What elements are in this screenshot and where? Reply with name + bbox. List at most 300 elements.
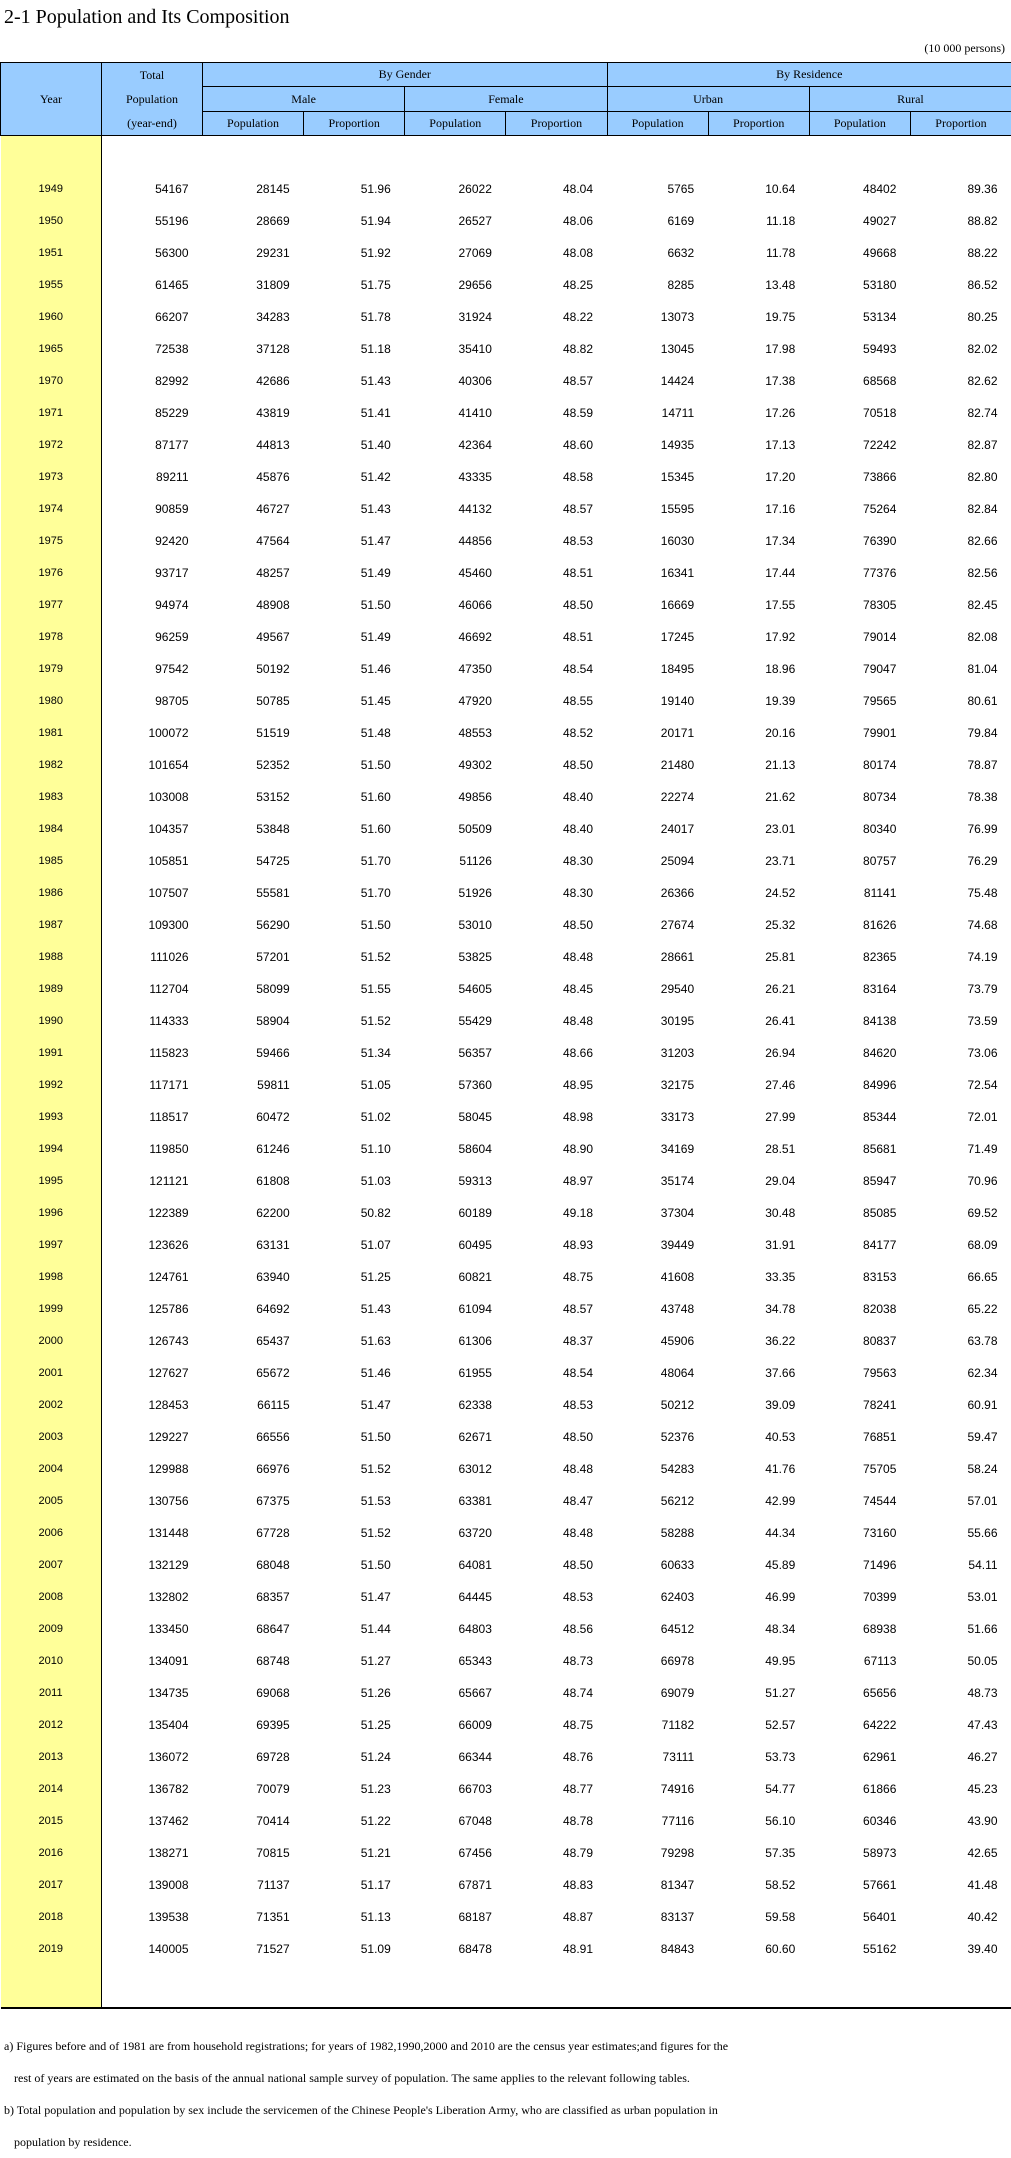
cell-year: 1992	[1, 1069, 102, 1101]
cell-year: 1997	[1, 1229, 102, 1261]
cell-female-proportion: 48.40	[506, 781, 607, 813]
cell-male-proportion: 51.25	[304, 1261, 405, 1293]
cell-rural-proportion: 50.05	[910, 1645, 1011, 1677]
cell-urban-proportion: 33.35	[708, 1261, 809, 1293]
cell-female-population: 51126	[405, 845, 506, 877]
table-row	[1, 1677, 1011, 1709]
cell-urban-proportion: 17.26	[708, 397, 809, 429]
cell-urban-proportion: 17.92	[708, 621, 809, 653]
cell-female-population: 47350	[405, 653, 506, 685]
cell-male-proportion: 51.50	[304, 909, 405, 941]
cell-year: 1993	[1, 1101, 102, 1133]
cell-male-proportion: 51.50	[304, 1421, 405, 1453]
table-row	[1, 1485, 1011, 1517]
cell-total-population: 56300	[102, 237, 203, 269]
cell-urban-population: 15345	[607, 461, 708, 493]
cell-urban-population: 73111	[607, 1741, 708, 1773]
cell-rural-proportion: 54.11	[910, 1549, 1011, 1581]
cell-urban-population: 14424	[607, 365, 708, 397]
table-row	[1, 1357, 1011, 1389]
cell-female-population: 60821	[405, 1261, 506, 1293]
table-row	[1, 1197, 1011, 1229]
cell-female-proportion: 48.75	[506, 1709, 607, 1741]
cell-male-proportion: 51.50	[304, 749, 405, 781]
cell-urban-population: 28661	[607, 941, 708, 973]
header-male: Male	[203, 87, 405, 112]
cell-male-population: 65437	[203, 1325, 304, 1357]
table-row	[1, 205, 1011, 237]
cell-male-proportion: 51.92	[304, 237, 405, 269]
cell-female-population: 64803	[405, 1613, 506, 1645]
cell-male-population: 63940	[203, 1261, 304, 1293]
cell-male-proportion: 51.48	[304, 717, 405, 749]
table-row	[1, 269, 1011, 301]
spacer-row	[1, 1965, 1011, 2008]
table-row	[1, 1069, 1011, 1101]
cell-male-population: 50192	[203, 653, 304, 685]
cell-urban-proportion: 48.34	[708, 1613, 809, 1645]
cell-female-population: 65343	[405, 1645, 506, 1677]
table-row	[1, 397, 1011, 429]
cell-rural-proportion: 82.08	[910, 621, 1011, 653]
cell-urban-proportion: 56.10	[708, 1805, 809, 1837]
cell-female-proportion: 48.30	[506, 845, 607, 877]
table-row	[1, 237, 1011, 269]
cell-year: 2001	[1, 1357, 102, 1389]
cell-rural-proportion: 82.45	[910, 589, 1011, 621]
cell-rural-population: 79014	[809, 621, 910, 653]
cell-rural-population: 61866	[809, 1773, 910, 1805]
cell-female-proportion: 48.53	[506, 1581, 607, 1613]
cell-rural-proportion: 48.73	[910, 1677, 1011, 1709]
cell-urban-population: 45906	[607, 1325, 708, 1357]
cell-rural-population: 58973	[809, 1837, 910, 1869]
cell-year: 2018	[1, 1901, 102, 1933]
cell-rural-population: 79901	[809, 717, 910, 749]
table-row	[1, 1005, 1011, 1037]
cell-year: 1998	[1, 1261, 102, 1293]
cell-total-population: 109300	[102, 909, 203, 941]
cell-rural-proportion: 73.59	[910, 1005, 1011, 1037]
cell-year: 1987	[1, 909, 102, 941]
cell-female-population: 48553	[405, 717, 506, 749]
table-row	[1, 781, 1011, 813]
cell-male-proportion: 50.82	[304, 1197, 405, 1229]
cell-urban-population: 8285	[607, 269, 708, 301]
cell-female-population: 26022	[405, 173, 506, 205]
cell-male-population: 61808	[203, 1165, 304, 1197]
cell-urban-population: 29540	[607, 973, 708, 1005]
cell-rural-population: 80734	[809, 781, 910, 813]
cell-rural-proportion: 47.43	[910, 1709, 1011, 1741]
cell-female-proportion: 48.79	[506, 1837, 607, 1869]
cell-female-proportion: 48.50	[506, 1549, 607, 1581]
cell-total-population: 121121	[102, 1165, 203, 1197]
cell-year: 2006	[1, 1517, 102, 1549]
cell-male-proportion: 51.78	[304, 301, 405, 333]
cell-female-proportion: 48.50	[506, 909, 607, 941]
cell-rural-population: 48402	[809, 173, 910, 205]
cell-urban-population: 77116	[607, 1805, 708, 1837]
cell-female-population: 45460	[405, 557, 506, 589]
cell-female-population: 67871	[405, 1869, 506, 1901]
cell-male-population: 64692	[203, 1293, 304, 1325]
table-row	[1, 877, 1011, 909]
cell-year: 1990	[1, 1005, 102, 1037]
cell-male-population: 55581	[203, 877, 304, 909]
cell-total-population: 72538	[102, 333, 203, 365]
cell-urban-population: 13073	[607, 301, 708, 333]
cell-rural-population: 72242	[809, 429, 910, 461]
cell-rural-population: 81141	[809, 877, 910, 909]
footnotes	[4, 2030, 1004, 2158]
cell-year: 1994	[1, 1133, 102, 1165]
cell-total-population: 124761	[102, 1261, 203, 1293]
cell-female-proportion: 48.48	[506, 1453, 607, 1485]
cell-year: 1984	[1, 813, 102, 845]
cell-rural-proportion: 76.99	[910, 813, 1011, 845]
cell-urban-proportion: 17.20	[708, 461, 809, 493]
cell-rural-population: 79563	[809, 1357, 910, 1389]
cell-male-proportion: 51.52	[304, 1005, 405, 1037]
cell-female-proportion: 48.66	[506, 1037, 607, 1069]
cell-urban-population: 83137	[607, 1901, 708, 1933]
cell-male-proportion: 51.47	[304, 525, 405, 557]
cell-male-population: 70079	[203, 1773, 304, 1805]
cell-year: 2010	[1, 1645, 102, 1677]
cell-urban-proportion: 11.78	[708, 237, 809, 269]
cell-urban-proportion: 59.58	[708, 1901, 809, 1933]
header-rural-population: Population	[809, 112, 910, 136]
cell-rural-proportion: 39.40	[910, 1933, 1011, 1965]
cell-female-population: 63012	[405, 1453, 506, 1485]
cell-male-population: 59466	[203, 1037, 304, 1069]
cell-rural-proportion: 51.66	[910, 1613, 1011, 1645]
cell-rural-population: 78241	[809, 1389, 910, 1421]
cell-urban-proportion: 51.27	[708, 1677, 809, 1709]
cell-male-population: 44813	[203, 429, 304, 461]
cell-rural-proportion: 43.90	[910, 1805, 1011, 1837]
cell-total-population: 112704	[102, 973, 203, 1005]
cell-year: 1982	[1, 749, 102, 781]
cell-rural-population: 79047	[809, 653, 910, 685]
cell-year: 1985	[1, 845, 102, 877]
cell-female-population: 68478	[405, 1933, 506, 1965]
cell-female-proportion: 48.22	[506, 301, 607, 333]
table-row	[1, 1229, 1011, 1261]
cell-rural-proportion: 55.66	[910, 1517, 1011, 1549]
cell-total-population: 98705	[102, 685, 203, 717]
cell-year: 1965	[1, 333, 102, 365]
cell-urban-proportion: 58.52	[708, 1869, 809, 1901]
cell-urban-proportion: 42.99	[708, 1485, 809, 1517]
cell-total-population: 85229	[102, 397, 203, 429]
cell-male-proportion: 51.45	[304, 685, 405, 717]
cell-rural-proportion: 82.62	[910, 365, 1011, 397]
cell-male-proportion: 51.43	[304, 365, 405, 397]
cell-year: 2013	[1, 1741, 102, 1773]
cell-urban-proportion: 44.34	[708, 1517, 809, 1549]
header-urban-proportion: Proportion	[708, 112, 809, 136]
cell-male-proportion: 51.03	[304, 1165, 405, 1197]
cell-male-population: 45876	[203, 461, 304, 493]
cell-urban-proportion: 29.04	[708, 1165, 809, 1197]
table-row	[1, 909, 1011, 941]
cell-rural-population: 60346	[809, 1805, 910, 1837]
cell-urban-proportion: 23.71	[708, 845, 809, 877]
cell-year: 2003	[1, 1421, 102, 1453]
table-row	[1, 1613, 1011, 1645]
cell-rural-population: 77376	[809, 557, 910, 589]
cell-male-proportion: 51.53	[304, 1485, 405, 1517]
cell-female-population: 60495	[405, 1229, 506, 1261]
cell-urban-proportion: 17.44	[708, 557, 809, 589]
header-urban-population: Population	[607, 112, 708, 136]
cell-rural-population: 80174	[809, 749, 910, 781]
cell-urban-proportion: 36.22	[708, 1325, 809, 1357]
table-row	[1, 621, 1011, 653]
cell-urban-population: 50212	[607, 1389, 708, 1421]
table-row	[1, 1773, 1011, 1805]
cell-rural-proportion: 58.24	[910, 1453, 1011, 1485]
cell-male-proportion: 51.27	[304, 1645, 405, 1677]
cell-female-population: 42364	[405, 429, 506, 461]
cell-total-population: 101654	[102, 749, 203, 781]
cell-year: 1950	[1, 205, 102, 237]
cell-year: 2015	[1, 1805, 102, 1837]
cell-urban-population: 6632	[607, 237, 708, 269]
cell-total-population: 140005	[102, 1933, 203, 1965]
cell-year: 2017	[1, 1869, 102, 1901]
cell-urban-population: 79298	[607, 1837, 708, 1869]
cell-year: 1975	[1, 525, 102, 557]
cell-female-population: 58604	[405, 1133, 506, 1165]
cell-male-proportion: 51.23	[304, 1773, 405, 1805]
cell-total-population: 130756	[102, 1485, 203, 1517]
cell-male-proportion: 51.63	[304, 1325, 405, 1357]
cell-urban-population: 34169	[607, 1133, 708, 1165]
cell-male-population: 49567	[203, 621, 304, 653]
cell-urban-population: 13045	[607, 333, 708, 365]
cell-male-population: 58904	[203, 1005, 304, 1037]
cell-total-population: 66207	[102, 301, 203, 333]
cell-rural-population: 53180	[809, 269, 910, 301]
cell-female-proportion: 48.82	[506, 333, 607, 365]
cell-male-proportion: 51.49	[304, 621, 405, 653]
cell-total-population: 133450	[102, 1613, 203, 1645]
cell-male-proportion: 51.55	[304, 973, 405, 1005]
cell-urban-proportion: 49.95	[708, 1645, 809, 1677]
cell-rural-population: 49027	[809, 205, 910, 237]
cell-urban-population: 48064	[607, 1357, 708, 1389]
header-rural-proportion: Proportion	[910, 112, 1011, 136]
cell-male-proportion: 51.18	[304, 333, 405, 365]
cell-male-population: 63131	[203, 1229, 304, 1261]
cell-year: 2011	[1, 1677, 102, 1709]
cell-urban-population: 30195	[607, 1005, 708, 1037]
cell-female-population: 29656	[405, 269, 506, 301]
cell-rural-population: 76851	[809, 1421, 910, 1453]
cell-rural-population: 55162	[809, 1933, 910, 1965]
cell-year: 2004	[1, 1453, 102, 1485]
cell-total-population: 134091	[102, 1645, 203, 1677]
cell-rural-population: 75705	[809, 1453, 910, 1485]
cell-female-population: 64445	[405, 1581, 506, 1613]
header-total-line1: Total	[140, 68, 165, 82]
cell-urban-proportion: 25.81	[708, 941, 809, 973]
cell-urban-proportion: 20.16	[708, 717, 809, 749]
cell-female-population: 44856	[405, 525, 506, 557]
cell-rural-proportion: 78.38	[910, 781, 1011, 813]
cell-female-population: 62338	[405, 1389, 506, 1421]
cell-female-proportion: 48.04	[506, 173, 607, 205]
cell-rural-proportion: 82.80	[910, 461, 1011, 493]
table-row	[1, 1133, 1011, 1165]
table-row	[1, 301, 1011, 333]
cell-male-proportion: 51.43	[304, 493, 405, 525]
cell-male-proportion: 51.70	[304, 845, 405, 877]
cell-female-proportion: 48.53	[506, 1389, 607, 1421]
cell-female-population: 44132	[405, 493, 506, 525]
cell-total-population: 55196	[102, 205, 203, 237]
cell-rural-proportion: 80.61	[910, 685, 1011, 717]
cell-year: 1971	[1, 397, 102, 429]
cell-urban-population: 39449	[607, 1229, 708, 1261]
cell-male-proportion: 51.96	[304, 173, 405, 205]
table-row	[1, 557, 1011, 589]
cell-total-population: 115823	[102, 1037, 203, 1069]
header-female: Female	[405, 87, 607, 112]
cell-male-population: 29231	[203, 237, 304, 269]
cell-urban-population: 15595	[607, 493, 708, 525]
cell-rural-population: 59493	[809, 333, 910, 365]
cell-rural-proportion: 74.68	[910, 909, 1011, 941]
table-row	[1, 1869, 1011, 1901]
cell-urban-population: 71182	[607, 1709, 708, 1741]
cell-male-population: 65672	[203, 1357, 304, 1389]
cell-female-population: 50509	[405, 813, 506, 845]
cell-female-population: 46066	[405, 589, 506, 621]
cell-total-population: 126743	[102, 1325, 203, 1357]
cell-total-population: 105851	[102, 845, 203, 877]
cell-rural-population: 65656	[809, 1677, 910, 1709]
cell-urban-population: 60633	[607, 1549, 708, 1581]
header-year: Year	[1, 63, 102, 136]
cell-rural-proportion: 82.74	[910, 397, 1011, 429]
cell-male-population: 68647	[203, 1613, 304, 1645]
cell-female-proportion: 48.90	[506, 1133, 607, 1165]
cell-rural-proportion: 40.42	[910, 1901, 1011, 1933]
cell-urban-proportion: 27.46	[708, 1069, 809, 1101]
cell-year: 1949	[1, 173, 102, 205]
cell-urban-population: 18495	[607, 653, 708, 685]
cell-total-population: 128453	[102, 1389, 203, 1421]
cell-urban-proportion: 41.76	[708, 1453, 809, 1485]
table-row	[1, 1581, 1011, 1613]
table-row	[1, 1645, 1011, 1677]
header-female-population: Population	[405, 112, 506, 136]
cell-rural-population: 70399	[809, 1581, 910, 1613]
cell-year: 2019	[1, 1933, 102, 1965]
cell-urban-proportion: 17.13	[708, 429, 809, 461]
table-row	[1, 461, 1011, 493]
cell-male-proportion: 51.52	[304, 1453, 405, 1485]
cell-male-population: 57201	[203, 941, 304, 973]
table-body	[1, 136, 1011, 2009]
cell-total-population: 114333	[102, 1005, 203, 1037]
cell-female-population: 31924	[405, 301, 506, 333]
cell-rural-population: 62961	[809, 1741, 910, 1773]
cell-urban-population: 16030	[607, 525, 708, 557]
header-rural: Rural	[809, 87, 1011, 112]
cell-urban-population: 37304	[607, 1197, 708, 1229]
cell-urban-population: 32175	[607, 1069, 708, 1101]
cell-year: 1976	[1, 557, 102, 589]
table-row	[1, 1901, 1011, 1933]
cell-total-population: 135404	[102, 1709, 203, 1741]
cell-male-population: 58099	[203, 973, 304, 1005]
table-row	[1, 941, 1011, 973]
cell-female-proportion: 48.06	[506, 205, 607, 237]
cell-total-population: 93717	[102, 557, 203, 589]
cell-female-population: 64081	[405, 1549, 506, 1581]
cell-female-population: 26527	[405, 205, 506, 237]
cell-urban-proportion: 19.75	[708, 301, 809, 333]
cell-total-population: 82992	[102, 365, 203, 397]
cell-rural-proportion: 74.19	[910, 941, 1011, 973]
cell-female-population: 60189	[405, 1197, 506, 1229]
cell-female-proportion: 48.30	[506, 877, 607, 909]
table-row	[1, 429, 1011, 461]
cell-female-proportion: 48.25	[506, 269, 607, 301]
cell-male-proportion: 51.22	[304, 1805, 405, 1837]
cell-male-proportion: 51.17	[304, 1869, 405, 1901]
cell-rural-population: 76390	[809, 525, 910, 557]
cell-male-proportion: 51.02	[304, 1101, 405, 1133]
table-row	[1, 1293, 1011, 1325]
table-row	[1, 749, 1011, 781]
cell-female-population: 59313	[405, 1165, 506, 1197]
cell-male-population: 66976	[203, 1453, 304, 1485]
cell-rural-population: 79565	[809, 685, 910, 717]
cell-male-population: 68357	[203, 1581, 304, 1613]
cell-rural-population: 64222	[809, 1709, 910, 1741]
header-by-gender: By Gender	[203, 63, 608, 87]
table-row	[1, 653, 1011, 685]
cell-rural-proportion: 41.48	[910, 1869, 1011, 1901]
cell-female-population: 58045	[405, 1101, 506, 1133]
cell-total-population: 97542	[102, 653, 203, 685]
cell-total-population: 54167	[102, 173, 203, 205]
cell-urban-population: 24017	[607, 813, 708, 845]
cell-female-proportion: 48.48	[506, 1517, 607, 1549]
cell-female-population: 63720	[405, 1517, 506, 1549]
header-total-line3: (year-end)	[127, 116, 177, 130]
cell-male-population: 48257	[203, 557, 304, 589]
cell-rural-proportion: 69.52	[910, 1197, 1011, 1229]
table-row	[1, 1453, 1011, 1485]
cell-male-proportion: 51.40	[304, 429, 405, 461]
cell-urban-proportion: 17.34	[708, 525, 809, 557]
cell-year: 1977	[1, 589, 102, 621]
cell-male-proportion: 51.13	[304, 1901, 405, 1933]
cell-total-population: 139538	[102, 1901, 203, 1933]
cell-total-population: 122389	[102, 1197, 203, 1229]
cell-female-proportion: 48.95	[506, 1069, 607, 1101]
cell-female-proportion: 49.18	[506, 1197, 607, 1229]
cell-male-population: 71527	[203, 1933, 304, 1965]
cell-male-proportion: 51.09	[304, 1933, 405, 1965]
